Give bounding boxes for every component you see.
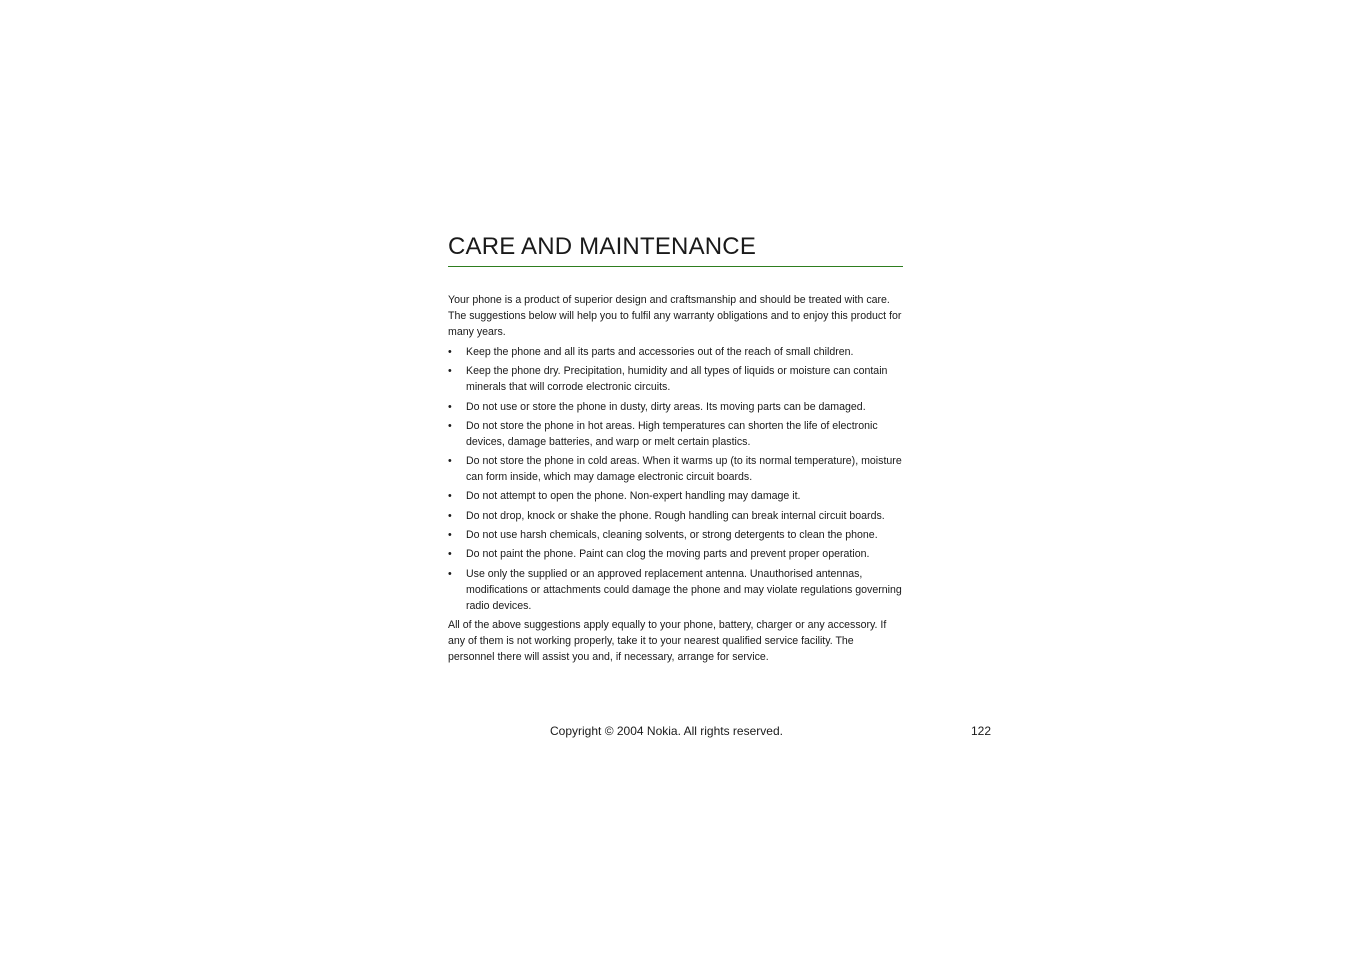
list-item <box>448 508 903 524</box>
care-list <box>448 344 903 614</box>
bullet-icon: • <box>448 490 452 503</box>
closing-paragraph: All of the above suggestions apply equally to your phone, battery, charger or any accessory. If any of them is not working properly, take it to your nearest qualified service facility. The personnel there will assist you and, if necessary, arrange for service. <box>448 618 887 663</box>
list-item-text: Do not attempt to open the phone. Non-expert handling may damage it. <box>466 490 801 503</box>
document-page <box>448 232 903 665</box>
list-item-text: Do not use harsh chemicals, cleaning solvents, or strong detergents to clean the phone. <box>466 529 878 542</box>
list-item-text: Do not store the phone in cold areas. When it warms up (to its normal temperature), moisture can form inside, which may damage electronic circuit boards. <box>466 455 902 484</box>
list-item <box>448 546 903 562</box>
list-item-text: Use only the supplied or an approved replacement antenna. Unauthorised antennas, modifications or attachments could damage the phone and may violate regulations governing radio devices. <box>466 567 902 612</box>
bullet-icon: • <box>448 365 452 378</box>
list-item <box>448 363 903 395</box>
page-number: 122 <box>971 724 992 738</box>
list-item-text: Keep the phone and all its parts and accessories out of the reach of small children. <box>466 346 854 358</box>
bullet-icon: • <box>448 509 452 522</box>
list-item <box>448 527 903 543</box>
list-item <box>448 566 903 614</box>
footer-copyright: Copyright © 2004 Nokia. All rights reserved. <box>550 724 783 738</box>
list-item <box>448 488 903 504</box>
bullet-icon: • <box>448 529 452 542</box>
list-item <box>448 344 903 360</box>
bullet-icon: • <box>448 455 452 468</box>
list-item <box>448 418 903 450</box>
list-item-text: Do not drop, knock or shake the phone. Rough handling can break internal circuit boards. <box>466 509 885 522</box>
list-item-text: Keep the phone dry. Precipitation, humidity and all types of liquids or moisture can contain minerals that will corrode electronic circuits. <box>466 365 888 394</box>
bullet-icon: • <box>448 419 452 432</box>
page-title: CARE AND MAINTENANCE <box>448 232 903 267</box>
list-item <box>448 399 903 415</box>
intro-paragraph: Your phone is a product of superior design and craftsmanship and should be treated with care. The suggestions below will help you to fulfil any warranty obligations and to enjoy this product for many years. <box>448 294 902 338</box>
list-item-text: Do not store the phone in hot areas. High temperatures can shorten the life of electronic devices, damage batteries, and warp or melt certain plastics. <box>466 419 878 448</box>
list-item-text: Do not paint the phone. Paint can clog the moving parts and prevent proper operation. <box>466 548 870 561</box>
bullet-icon: • <box>448 548 452 561</box>
list-item <box>448 453 903 485</box>
bullet-icon: • <box>448 400 452 413</box>
bullet-icon: • <box>448 346 452 358</box>
list-item-text: Do not use or store the phone in dusty, dirty areas. Its moving parts can be damaged. <box>466 400 866 413</box>
bullet-icon: • <box>448 567 452 580</box>
